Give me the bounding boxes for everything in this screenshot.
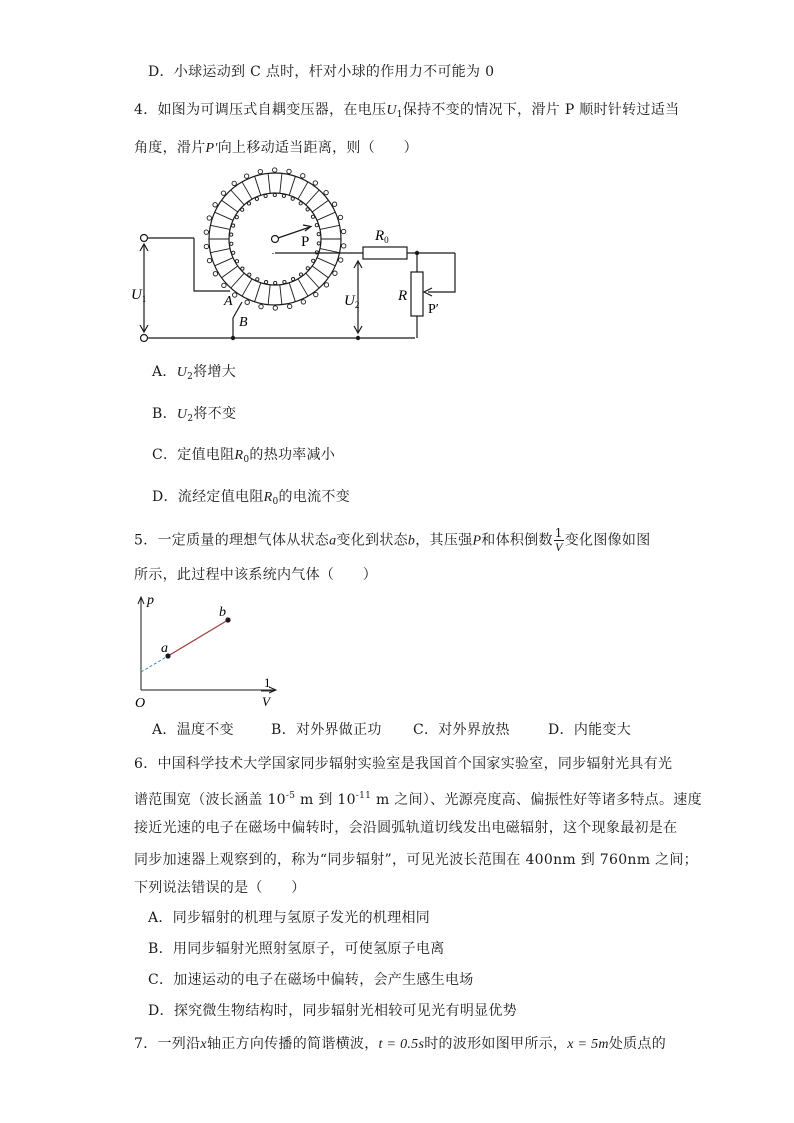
winding-loop <box>233 293 237 297</box>
winding-loop-inner <box>235 216 238 219</box>
winding-loop-inner <box>317 233 320 236</box>
q5-fraction: $\frac{1}{V}$ <box>554 526 563 554</box>
winding-loop-inner <box>299 202 302 205</box>
point-a-label: a <box>161 641 168 656</box>
label-r: R <box>398 288 408 304</box>
winding-loop <box>221 191 225 195</box>
winding-line <box>231 190 244 205</box>
q6-option-c: C．加速运动的电子在磁场中偏转，会产生感生电场 <box>148 972 474 988</box>
q6-stem-line3: 接近光速的电子在磁场中偏转时，会沿圆弧轨道切线发出电磁辐射，这个现象最初是在 <box>134 820 678 836</box>
winding-loop-inner <box>241 208 244 211</box>
winding-line <box>210 249 230 253</box>
q4-stem-line1: 4．如图为可调压式自耦变压器，在电压$U_1$保持不变的情况下，滑片 P 顺时针转过适当 <box>134 102 680 120</box>
winding-line <box>255 176 261 195</box>
winding-line <box>280 173 282 193</box>
winding-line <box>255 283 261 302</box>
winding-line <box>268 173 270 193</box>
q5-pv-graph <box>125 590 285 715</box>
winding-loop <box>232 181 236 185</box>
q5-stem-line2: 所示，此过程中该系统内气体（ ） <box>134 567 378 583</box>
winding-loop-inner <box>273 193 276 196</box>
winding-loop-inner <box>306 208 309 211</box>
label-p: P <box>301 234 310 250</box>
winding-line <box>222 200 238 212</box>
winding-loop-inner <box>235 260 238 263</box>
winding-loop <box>339 258 343 262</box>
winding-loop-inner <box>230 233 233 236</box>
q5-stem-line1: 5．一定质量的理想气体从状态a变化到状态b，其压强P和体积倒数 $\frac{1}{V}$ 变化图像如图 <box>134 526 651 554</box>
winding-loop-inner <box>230 242 233 245</box>
winding-loop-inner <box>282 194 285 197</box>
q4-option-d: D．流经定值电阻$R_0$的电流不变 <box>152 489 351 507</box>
winding-loop-inner <box>315 224 318 227</box>
winding-line <box>317 258 335 266</box>
label-r0: $R_0$ <box>375 228 389 245</box>
q5-option-a: A．温度不变 <box>152 722 234 738</box>
point-b <box>225 617 230 622</box>
label-u2: $U_2$ <box>344 293 360 310</box>
point-b-label: b <box>219 605 226 620</box>
label-p-prime: P′ <box>428 302 439 317</box>
winding-loop <box>324 190 328 194</box>
winding-loop-inner <box>306 267 309 270</box>
winding-loop-inner <box>255 197 258 200</box>
winding-line <box>312 200 328 212</box>
winding-loop <box>301 300 305 304</box>
winding-line <box>289 283 295 302</box>
y-axis-label: p <box>147 593 154 608</box>
winding-loop-inner <box>291 197 294 200</box>
winding-loop <box>213 272 217 276</box>
q6-option-b: B．用同步辐射光照射氢原子，可使氢原子电离 <box>148 941 445 957</box>
winding-line <box>268 285 270 305</box>
q3-option-d: D．小球运动到 C 点时，杆对小球的作用力不可能为 0 <box>148 64 495 80</box>
winding-loop-inner <box>283 280 286 283</box>
winding-loop-inner <box>292 278 295 281</box>
q6-option-d: D．探究微生物结构时，同步辐射光相较可见光有明显优势 <box>148 1003 518 1019</box>
winding-line <box>298 279 308 296</box>
q5-option-b: B．对外界做正功 <box>271 722 382 738</box>
winding-loop <box>341 229 345 233</box>
winding-loop-inner <box>232 251 235 254</box>
q4-stem-line2: 角度，滑片P′向上移动适当距离，则（ ） <box>134 140 418 156</box>
label-b: B <box>239 315 248 330</box>
q4-option-b: B．$U_2$将不变 <box>152 406 237 424</box>
winding-loop-inner <box>247 202 250 205</box>
winding-line <box>215 258 233 266</box>
winding-loop <box>288 304 292 308</box>
winding-loop-inner <box>264 194 267 197</box>
winding-loop <box>273 306 277 310</box>
winding-line <box>242 182 252 199</box>
q4-circuit-figure <box>125 160 475 360</box>
winding-loop-inner <box>265 281 268 284</box>
winding-loop <box>259 304 263 308</box>
q7-stem-line1: 7．一列沿x轴正方向传播的简谐横波，t = 0.5s时的波形如图甲所示，x = 5m处质点的 <box>134 1036 667 1052</box>
winding-loop <box>244 174 248 178</box>
winding-loop <box>332 202 336 206</box>
winding-loop-inner <box>311 215 314 218</box>
winding-line <box>231 273 244 288</box>
winding-loop <box>342 244 346 248</box>
winding-line <box>320 225 340 229</box>
winding-loop <box>314 292 318 296</box>
winding-loop-inner <box>317 242 320 245</box>
origin-label: O <box>135 696 146 711</box>
q4-option-c: C．定值电阻$R_0$的热功率减小 <box>152 447 336 465</box>
winding-loop <box>222 283 226 287</box>
q6-stem-line5: 下列说法错误的是（ ） <box>134 880 306 896</box>
winding-line <box>289 176 295 195</box>
winding-loop <box>245 300 249 304</box>
winding-loop-inner <box>232 224 235 227</box>
winding-line <box>242 279 252 296</box>
winding-line <box>317 212 335 220</box>
winding-loop <box>333 271 337 275</box>
winding-line <box>222 266 238 278</box>
winding-loop <box>204 230 208 234</box>
label-a: A <box>224 294 233 309</box>
winding-loop-inner <box>312 259 315 262</box>
winding-line <box>306 190 319 205</box>
winding-line <box>215 212 233 220</box>
winding-loop <box>207 258 211 262</box>
winding-loop <box>213 203 217 207</box>
winding-loop <box>258 169 262 173</box>
winding-line <box>320 249 340 253</box>
winding-loop-inner <box>299 273 302 276</box>
winding-loop-inner <box>274 281 277 284</box>
winding-loop-inner <box>256 278 259 281</box>
q5-option-d: D．内能变大 <box>548 722 632 738</box>
winding-loop <box>204 244 208 248</box>
label-u1: $U_1$ <box>131 287 147 304</box>
q6-stem-line1: 6．中国科学技术大学国家同步辐射实验室是我国首个国家实验室，同步辐射光具有光 <box>134 756 673 772</box>
winding-line <box>312 266 328 278</box>
winding-loop <box>287 169 291 173</box>
winding-line <box>280 285 282 305</box>
winding-loop <box>313 181 317 185</box>
winding-loop <box>273 168 277 172</box>
q6-option-a: A．同步辐射的机理与氢原子发光的机理相同 <box>148 910 431 926</box>
winding-loop <box>324 283 328 287</box>
winding-line <box>306 273 319 288</box>
q6-stem-line2: 谱范围宽（波长涵盖 $10^{-5}$ m 到 $10^{-11}$ m 之间）、光源亮度高、偏振性好等诸多特点。速度 <box>134 791 702 808</box>
x-axis-den: V <box>262 694 270 709</box>
x-axis-num: 1 <box>264 675 271 690</box>
winding-loop <box>207 216 211 220</box>
winding-line <box>210 225 230 229</box>
winding-line <box>298 182 308 199</box>
q6-stem-line4: 同步加速器上观察到的，称为“同步辐射”，可见光波长范围在 400nm 到 760nm 之间； <box>134 852 698 868</box>
winding-loop-inner <box>248 273 251 276</box>
q4-option-a: A．$U_2$将增大 <box>152 364 237 382</box>
winding-loop <box>338 215 342 219</box>
winding-loop-inner <box>241 267 244 270</box>
q5-option-c: C．对外界放热 <box>413 722 510 738</box>
winding-loop <box>301 174 305 178</box>
